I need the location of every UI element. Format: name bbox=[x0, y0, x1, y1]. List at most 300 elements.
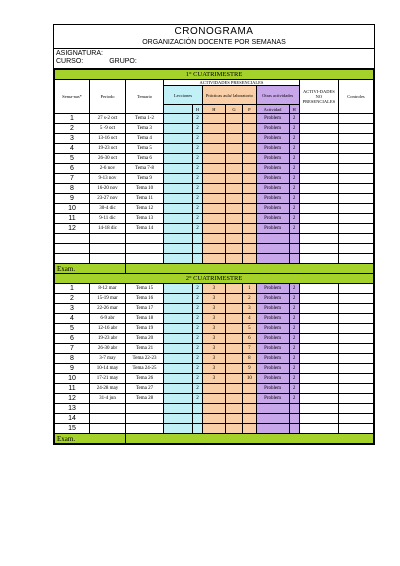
period-cell bbox=[89, 234, 125, 244]
no-presencial-cell bbox=[299, 284, 338, 294]
week-number: 2 bbox=[55, 294, 90, 304]
no-presencial-cell bbox=[299, 214, 338, 224]
period-cell: 8-12 mar bbox=[89, 284, 125, 294]
practicas-p bbox=[243, 404, 256, 414]
exam-label: Exam. bbox=[55, 264, 126, 274]
controles-cell bbox=[338, 344, 373, 354]
activity-cell: Problem bbox=[256, 304, 289, 314]
activity-cell: Problem bbox=[256, 134, 289, 144]
practicas-hours bbox=[203, 224, 226, 234]
schedule-table bbox=[54, 69, 374, 444]
activity-cell: Problem bbox=[256, 184, 289, 194]
period-cell: 3-7 may bbox=[89, 354, 125, 364]
topic-cell: Tema 15 bbox=[125, 284, 163, 294]
practicas-groups bbox=[225, 204, 242, 214]
table-row bbox=[55, 324, 374, 334]
semana-header: Sema-nas* bbox=[55, 80, 90, 114]
topic-cell: Tema 17 bbox=[125, 304, 163, 314]
controles-cell bbox=[338, 284, 373, 294]
week-number: 4 bbox=[55, 314, 90, 324]
practicas-groups bbox=[225, 114, 242, 124]
practicas-hours bbox=[203, 164, 226, 174]
lecciones-hours: 2 bbox=[192, 294, 202, 304]
practicas-p bbox=[243, 114, 256, 124]
practicas-hours: 3 bbox=[203, 374, 226, 384]
lecciones-hours: 2 bbox=[192, 204, 202, 214]
lecciones-hours: 2 bbox=[192, 184, 202, 194]
week-number: 9 bbox=[55, 194, 90, 204]
activity-cell: Problem bbox=[256, 154, 289, 164]
table-row bbox=[55, 394, 374, 404]
temario-header: Temario bbox=[125, 80, 163, 114]
controles-cell bbox=[338, 394, 373, 404]
practicas-p: 7 bbox=[243, 344, 256, 354]
lecciones-hours: 2 bbox=[192, 374, 202, 384]
practicas-hours bbox=[203, 194, 226, 204]
practicas-groups bbox=[225, 364, 242, 374]
practicas-hours bbox=[203, 234, 226, 244]
topic-cell: Tema 16 bbox=[125, 294, 163, 304]
table-row bbox=[55, 364, 374, 374]
activity-cell bbox=[256, 404, 289, 414]
topic-cell: Tema 19 bbox=[125, 324, 163, 334]
activity-hours bbox=[289, 414, 299, 424]
practicas-groups bbox=[225, 124, 242, 134]
week-number: 7 bbox=[55, 174, 90, 184]
practicas-groups bbox=[225, 414, 242, 424]
lecciones-cell bbox=[164, 314, 193, 324]
table-row bbox=[55, 344, 374, 354]
lecciones-hours: 2 bbox=[192, 174, 202, 184]
table-row bbox=[55, 214, 374, 224]
topic-cell: Tema 3 bbox=[125, 124, 163, 134]
week-number: 8 bbox=[55, 184, 90, 194]
lecciones-hours bbox=[192, 234, 202, 244]
activity-cell: Problem bbox=[256, 194, 289, 204]
practicas-hours bbox=[203, 124, 226, 134]
practicas-p bbox=[243, 424, 256, 434]
activity-hours: 2 bbox=[289, 224, 299, 234]
lecciones-cell bbox=[164, 254, 193, 264]
week-number bbox=[55, 234, 90, 244]
practicas-p: 3 bbox=[243, 304, 256, 314]
activity-cell: Problem bbox=[256, 364, 289, 374]
practicas-p bbox=[243, 234, 256, 244]
lecciones-cell bbox=[164, 174, 193, 184]
practicas-p: 8 bbox=[243, 354, 256, 364]
lecciones-cell bbox=[164, 164, 193, 174]
no-presencial-cell bbox=[299, 204, 338, 214]
activity-cell bbox=[256, 234, 289, 244]
topic-cell bbox=[125, 414, 163, 424]
week-number: 11 bbox=[55, 214, 90, 224]
activity-hours bbox=[289, 424, 299, 434]
activity-cell: Problem bbox=[256, 314, 289, 324]
no-presencial-cell bbox=[299, 324, 338, 334]
period-cell: 31-4 jun bbox=[89, 394, 125, 404]
activity-cell: Problem bbox=[256, 334, 289, 344]
practicas-p bbox=[243, 174, 256, 184]
period-cell: 9-13 nov bbox=[89, 174, 125, 184]
topic-cell: Tema 4 bbox=[125, 134, 163, 144]
controles-cell bbox=[338, 384, 373, 394]
table-row bbox=[55, 294, 374, 304]
activity-cell bbox=[256, 424, 289, 434]
table-row bbox=[55, 304, 374, 314]
controles-cell bbox=[338, 174, 373, 184]
controles-cell bbox=[338, 124, 373, 134]
practicas-p: 1 bbox=[243, 284, 256, 294]
week-number: 5 bbox=[55, 324, 90, 334]
practicas-p bbox=[243, 394, 256, 404]
exam-label: Exam. bbox=[55, 434, 126, 444]
topic-cell: Tema 6 bbox=[125, 154, 163, 164]
lecciones-cell bbox=[164, 204, 193, 214]
table-row bbox=[55, 234, 374, 244]
controles-cell bbox=[338, 354, 373, 364]
lecciones-hours: 2 bbox=[192, 144, 202, 154]
trimester-1-header-label: 1° CUATRIMESTRE bbox=[55, 70, 374, 80]
controles-cell bbox=[338, 184, 373, 194]
period-cell bbox=[89, 254, 125, 264]
period-cell: 14-18 dic bbox=[89, 224, 125, 234]
lecciones-hours bbox=[192, 244, 202, 254]
topic-cell: Tema 20 bbox=[125, 334, 163, 344]
lecciones-hours: 2 bbox=[192, 134, 202, 144]
no-presencial-cell bbox=[299, 254, 338, 264]
table-row bbox=[55, 154, 374, 164]
period-cell: 19-23 abr bbox=[89, 334, 125, 344]
week-number: 13 bbox=[55, 404, 90, 414]
lecciones-hours: 2 bbox=[192, 394, 202, 404]
presenciales-header: ACTIVIDADES PRESENCIALES bbox=[164, 80, 300, 86]
period-cell: 19-23 oct bbox=[89, 144, 125, 154]
topic-cell: Tema 13 bbox=[125, 214, 163, 224]
activity-hours bbox=[289, 234, 299, 244]
activity-hours: 2 bbox=[289, 334, 299, 344]
practicas-hours bbox=[203, 184, 226, 194]
week-number: 11 bbox=[55, 384, 90, 394]
no-presencial-cell bbox=[299, 124, 338, 134]
activity-cell: Problem bbox=[256, 354, 289, 364]
practicas-groups bbox=[225, 134, 242, 144]
lecciones-cell bbox=[164, 144, 193, 154]
activity-hours: 2 bbox=[289, 314, 299, 324]
lecciones-cell bbox=[164, 214, 193, 224]
practicas-hours: 3 bbox=[203, 314, 226, 324]
lecciones-hours: 2 bbox=[192, 364, 202, 374]
period-cell: 9-11 dic bbox=[89, 214, 125, 224]
lecciones-cell bbox=[164, 424, 193, 434]
lecciones-hours: 2 bbox=[192, 124, 202, 134]
practicas-hours: 3 bbox=[203, 364, 226, 374]
practicas-groups bbox=[225, 314, 242, 324]
activity-cell: Problem bbox=[256, 174, 289, 184]
table-row bbox=[55, 144, 374, 154]
no-presencial-cell bbox=[299, 184, 338, 194]
practicas-p: 2 bbox=[243, 294, 256, 304]
practicas-p bbox=[243, 204, 256, 214]
table-row bbox=[55, 224, 374, 234]
week-number: 6 bbox=[55, 164, 90, 174]
practicas-groups bbox=[225, 384, 242, 394]
topic-cell: Tema 27 bbox=[125, 384, 163, 394]
period-cell: 24-28 may bbox=[89, 384, 125, 394]
topic-cell: Tema 14 bbox=[125, 224, 163, 234]
topic-cell: Tema 11 bbox=[125, 194, 163, 204]
lecciones-cell bbox=[164, 354, 193, 364]
activity-hours: 2 bbox=[289, 374, 299, 384]
activity-hours: 2 bbox=[289, 354, 299, 364]
week-number bbox=[55, 244, 90, 254]
week-number: 1 bbox=[55, 114, 90, 124]
no-presencial-cell bbox=[299, 194, 338, 204]
topic-cell: Tema 12 bbox=[125, 204, 163, 214]
no-presencial-cell bbox=[299, 174, 338, 184]
period-cell: 13-16 oct bbox=[89, 134, 125, 144]
no-presencial-cell bbox=[299, 404, 338, 414]
controles-cell bbox=[338, 314, 373, 324]
lecciones-cell bbox=[164, 364, 193, 374]
period-cell bbox=[89, 244, 125, 254]
practicas-p: 5 bbox=[243, 324, 256, 334]
controles-cell bbox=[338, 324, 373, 334]
week-number: 2 bbox=[55, 124, 90, 134]
table-row bbox=[55, 254, 374, 264]
table-row bbox=[55, 424, 374, 434]
lecciones-hours: 2 bbox=[192, 164, 202, 174]
activity-hours: 2 bbox=[289, 394, 299, 404]
practicas-p bbox=[243, 214, 256, 224]
activity-hours: 2 bbox=[289, 344, 299, 354]
practicas-p bbox=[243, 414, 256, 424]
practicas-hours bbox=[203, 154, 226, 164]
practicas-header: Prácticas aula/ laboratorio bbox=[203, 86, 256, 105]
practicas-groups bbox=[225, 284, 242, 294]
activity-hours: 2 bbox=[289, 284, 299, 294]
week-number: 15 bbox=[55, 424, 90, 434]
practicas-p: 9 bbox=[243, 364, 256, 374]
no-presencial-cell bbox=[299, 364, 338, 374]
exam-fill bbox=[125, 434, 373, 444]
lecciones-hours: 2 bbox=[192, 194, 202, 204]
practicas-groups bbox=[225, 174, 242, 184]
activity-cell bbox=[256, 244, 289, 254]
controles-cell bbox=[338, 374, 373, 384]
no-presencial-cell bbox=[299, 234, 338, 244]
period-cell: 2-6 nov bbox=[89, 164, 125, 174]
controles-cell bbox=[338, 304, 373, 314]
controles-header: Controles bbox=[338, 80, 373, 114]
otras-h-header: H bbox=[289, 105, 299, 114]
lecciones-hours: 2 bbox=[192, 314, 202, 324]
activity-hours: 2 bbox=[289, 304, 299, 314]
week-number: 4 bbox=[55, 144, 90, 154]
practicas-p bbox=[243, 384, 256, 394]
grupo-label: GRUPO: bbox=[109, 58, 137, 65]
lecciones-cell bbox=[164, 304, 193, 314]
topic-cell: Tema 21 bbox=[125, 344, 163, 354]
trimester-2-header bbox=[55, 274, 374, 284]
controles-cell bbox=[338, 254, 373, 264]
activity-hours: 2 bbox=[289, 134, 299, 144]
practicas-g-header: G bbox=[225, 105, 242, 114]
activity-cell: Problem bbox=[256, 204, 289, 214]
table-row bbox=[55, 134, 374, 144]
week-number: 10 bbox=[55, 204, 90, 214]
no-presencial-cell bbox=[299, 154, 338, 164]
week-number: 12 bbox=[55, 394, 90, 404]
curso-label: CURSO: bbox=[56, 58, 84, 65]
activity-cell: Problem bbox=[256, 214, 289, 224]
lecciones-hours: 2 bbox=[192, 324, 202, 334]
practicas-groups bbox=[225, 294, 242, 304]
period-cell bbox=[89, 414, 125, 424]
lecciones-cell bbox=[164, 344, 193, 354]
week-number: 9 bbox=[55, 364, 90, 374]
controles-cell bbox=[338, 404, 373, 414]
no-presencial-cell bbox=[299, 224, 338, 234]
period-cell: 16-20 nov bbox=[89, 184, 125, 194]
practicas-groups bbox=[225, 244, 242, 254]
activity-cell: Problem bbox=[256, 114, 289, 124]
no-presencial-cell bbox=[299, 294, 338, 304]
activity-hours: 2 bbox=[289, 114, 299, 124]
activity-cell: Problem bbox=[256, 144, 289, 154]
table-row bbox=[55, 194, 374, 204]
activity-hours: 2 bbox=[289, 324, 299, 334]
practicas-hours bbox=[203, 414, 226, 424]
title-block bbox=[54, 25, 374, 49]
controles-cell bbox=[338, 424, 373, 434]
header-row-1 bbox=[55, 80, 374, 86]
no-presencial-cell bbox=[299, 114, 338, 124]
curso-line bbox=[56, 58, 372, 66]
practicas-h-header: H bbox=[203, 105, 226, 114]
period-cell: 27 s-2 oct bbox=[89, 114, 125, 124]
table-row bbox=[55, 374, 374, 384]
practicas-p-header: P bbox=[243, 105, 256, 114]
lecciones-hours: 2 bbox=[192, 214, 202, 224]
activity-cell: Problem bbox=[256, 374, 289, 384]
lecciones-cell bbox=[164, 324, 193, 334]
practicas-p bbox=[243, 124, 256, 134]
trimester-1-header bbox=[55, 70, 374, 80]
topic-cell bbox=[125, 424, 163, 434]
topic-cell: Tema 10 bbox=[125, 184, 163, 194]
practicas-hours: 3 bbox=[203, 354, 226, 364]
period-cell bbox=[89, 404, 125, 414]
practicas-groups bbox=[225, 304, 242, 314]
lecciones-h-header: H bbox=[192, 105, 202, 114]
practicas-groups bbox=[225, 234, 242, 244]
practicas-p bbox=[243, 164, 256, 174]
practicas-hours bbox=[203, 214, 226, 224]
activity-hours: 2 bbox=[289, 204, 299, 214]
lecciones-cell bbox=[164, 114, 193, 124]
practicas-groups bbox=[225, 394, 242, 404]
schedule-sheet bbox=[53, 24, 375, 445]
practicas-p bbox=[243, 244, 256, 254]
practicas-p bbox=[243, 254, 256, 264]
period-cell: 15-19 mar bbox=[89, 294, 125, 304]
exam-fill bbox=[125, 264, 373, 274]
lecciones-cell bbox=[164, 374, 193, 384]
practicas-hours bbox=[203, 424, 226, 434]
practicas-hours: 3 bbox=[203, 324, 226, 334]
no-presencial-cell bbox=[299, 424, 338, 434]
practicas-hours: 3 bbox=[203, 304, 226, 314]
activity-hours bbox=[289, 404, 299, 414]
activity-hours: 2 bbox=[289, 364, 299, 374]
topic-cell: Tema 5 bbox=[125, 144, 163, 154]
table-row bbox=[55, 184, 374, 194]
asignatura-label: ASIGNATURA: bbox=[56, 50, 103, 57]
table-row bbox=[55, 124, 374, 134]
activity-hours: 2 bbox=[289, 194, 299, 204]
controles-cell bbox=[338, 164, 373, 174]
no-presencial-cell bbox=[299, 374, 338, 384]
lecciones-hours: 2 bbox=[192, 354, 202, 364]
no-presencial-cell bbox=[299, 144, 338, 154]
activity-cell: Problem bbox=[256, 224, 289, 234]
controles-cell bbox=[338, 414, 373, 424]
activity-cell bbox=[256, 414, 289, 424]
table-row bbox=[55, 164, 374, 174]
controles-cell bbox=[338, 364, 373, 374]
practicas-hours bbox=[203, 174, 226, 184]
practicas-p: 4 bbox=[243, 314, 256, 324]
week-number: 1 bbox=[55, 284, 90, 294]
activity-hours: 2 bbox=[289, 144, 299, 154]
activity-hours bbox=[289, 254, 299, 264]
topic-cell: Tema 9 bbox=[125, 174, 163, 184]
practicas-groups bbox=[225, 334, 242, 344]
activity-hours: 2 bbox=[289, 154, 299, 164]
periodo-header: Periodo bbox=[89, 80, 125, 114]
lecciones-cell bbox=[164, 334, 193, 344]
table-row bbox=[55, 414, 374, 424]
practicas-hours: 3 bbox=[203, 344, 226, 354]
lecciones-cell bbox=[164, 394, 193, 404]
lecciones-cell bbox=[164, 154, 193, 164]
practicas-hours: 3 bbox=[203, 334, 226, 344]
controles-cell bbox=[338, 334, 373, 344]
week-number: 14 bbox=[55, 414, 90, 424]
lecciones-hours: 2 bbox=[192, 384, 202, 394]
practicas-hours bbox=[203, 204, 226, 214]
lecciones-hours bbox=[192, 404, 202, 414]
lecciones-cell bbox=[164, 414, 193, 424]
practicas-groups bbox=[225, 344, 242, 354]
activity-cell: Problem bbox=[256, 384, 289, 394]
topic-cell bbox=[125, 404, 163, 414]
no-presencial-cell bbox=[299, 384, 338, 394]
table-row bbox=[55, 204, 374, 214]
controles-cell bbox=[338, 114, 373, 124]
lecciones-cell bbox=[164, 124, 193, 134]
activity-hours: 2 bbox=[289, 124, 299, 134]
lecciones-cell bbox=[164, 184, 193, 194]
practicas-p bbox=[243, 154, 256, 164]
practicas-groups bbox=[225, 404, 242, 414]
practicas-p bbox=[243, 224, 256, 234]
practicas-groups bbox=[225, 224, 242, 234]
no-presencial-cell bbox=[299, 344, 338, 354]
table-row bbox=[55, 314, 374, 324]
table-row bbox=[55, 404, 374, 414]
document-title: CRONOGRAMA bbox=[174, 26, 254, 37]
